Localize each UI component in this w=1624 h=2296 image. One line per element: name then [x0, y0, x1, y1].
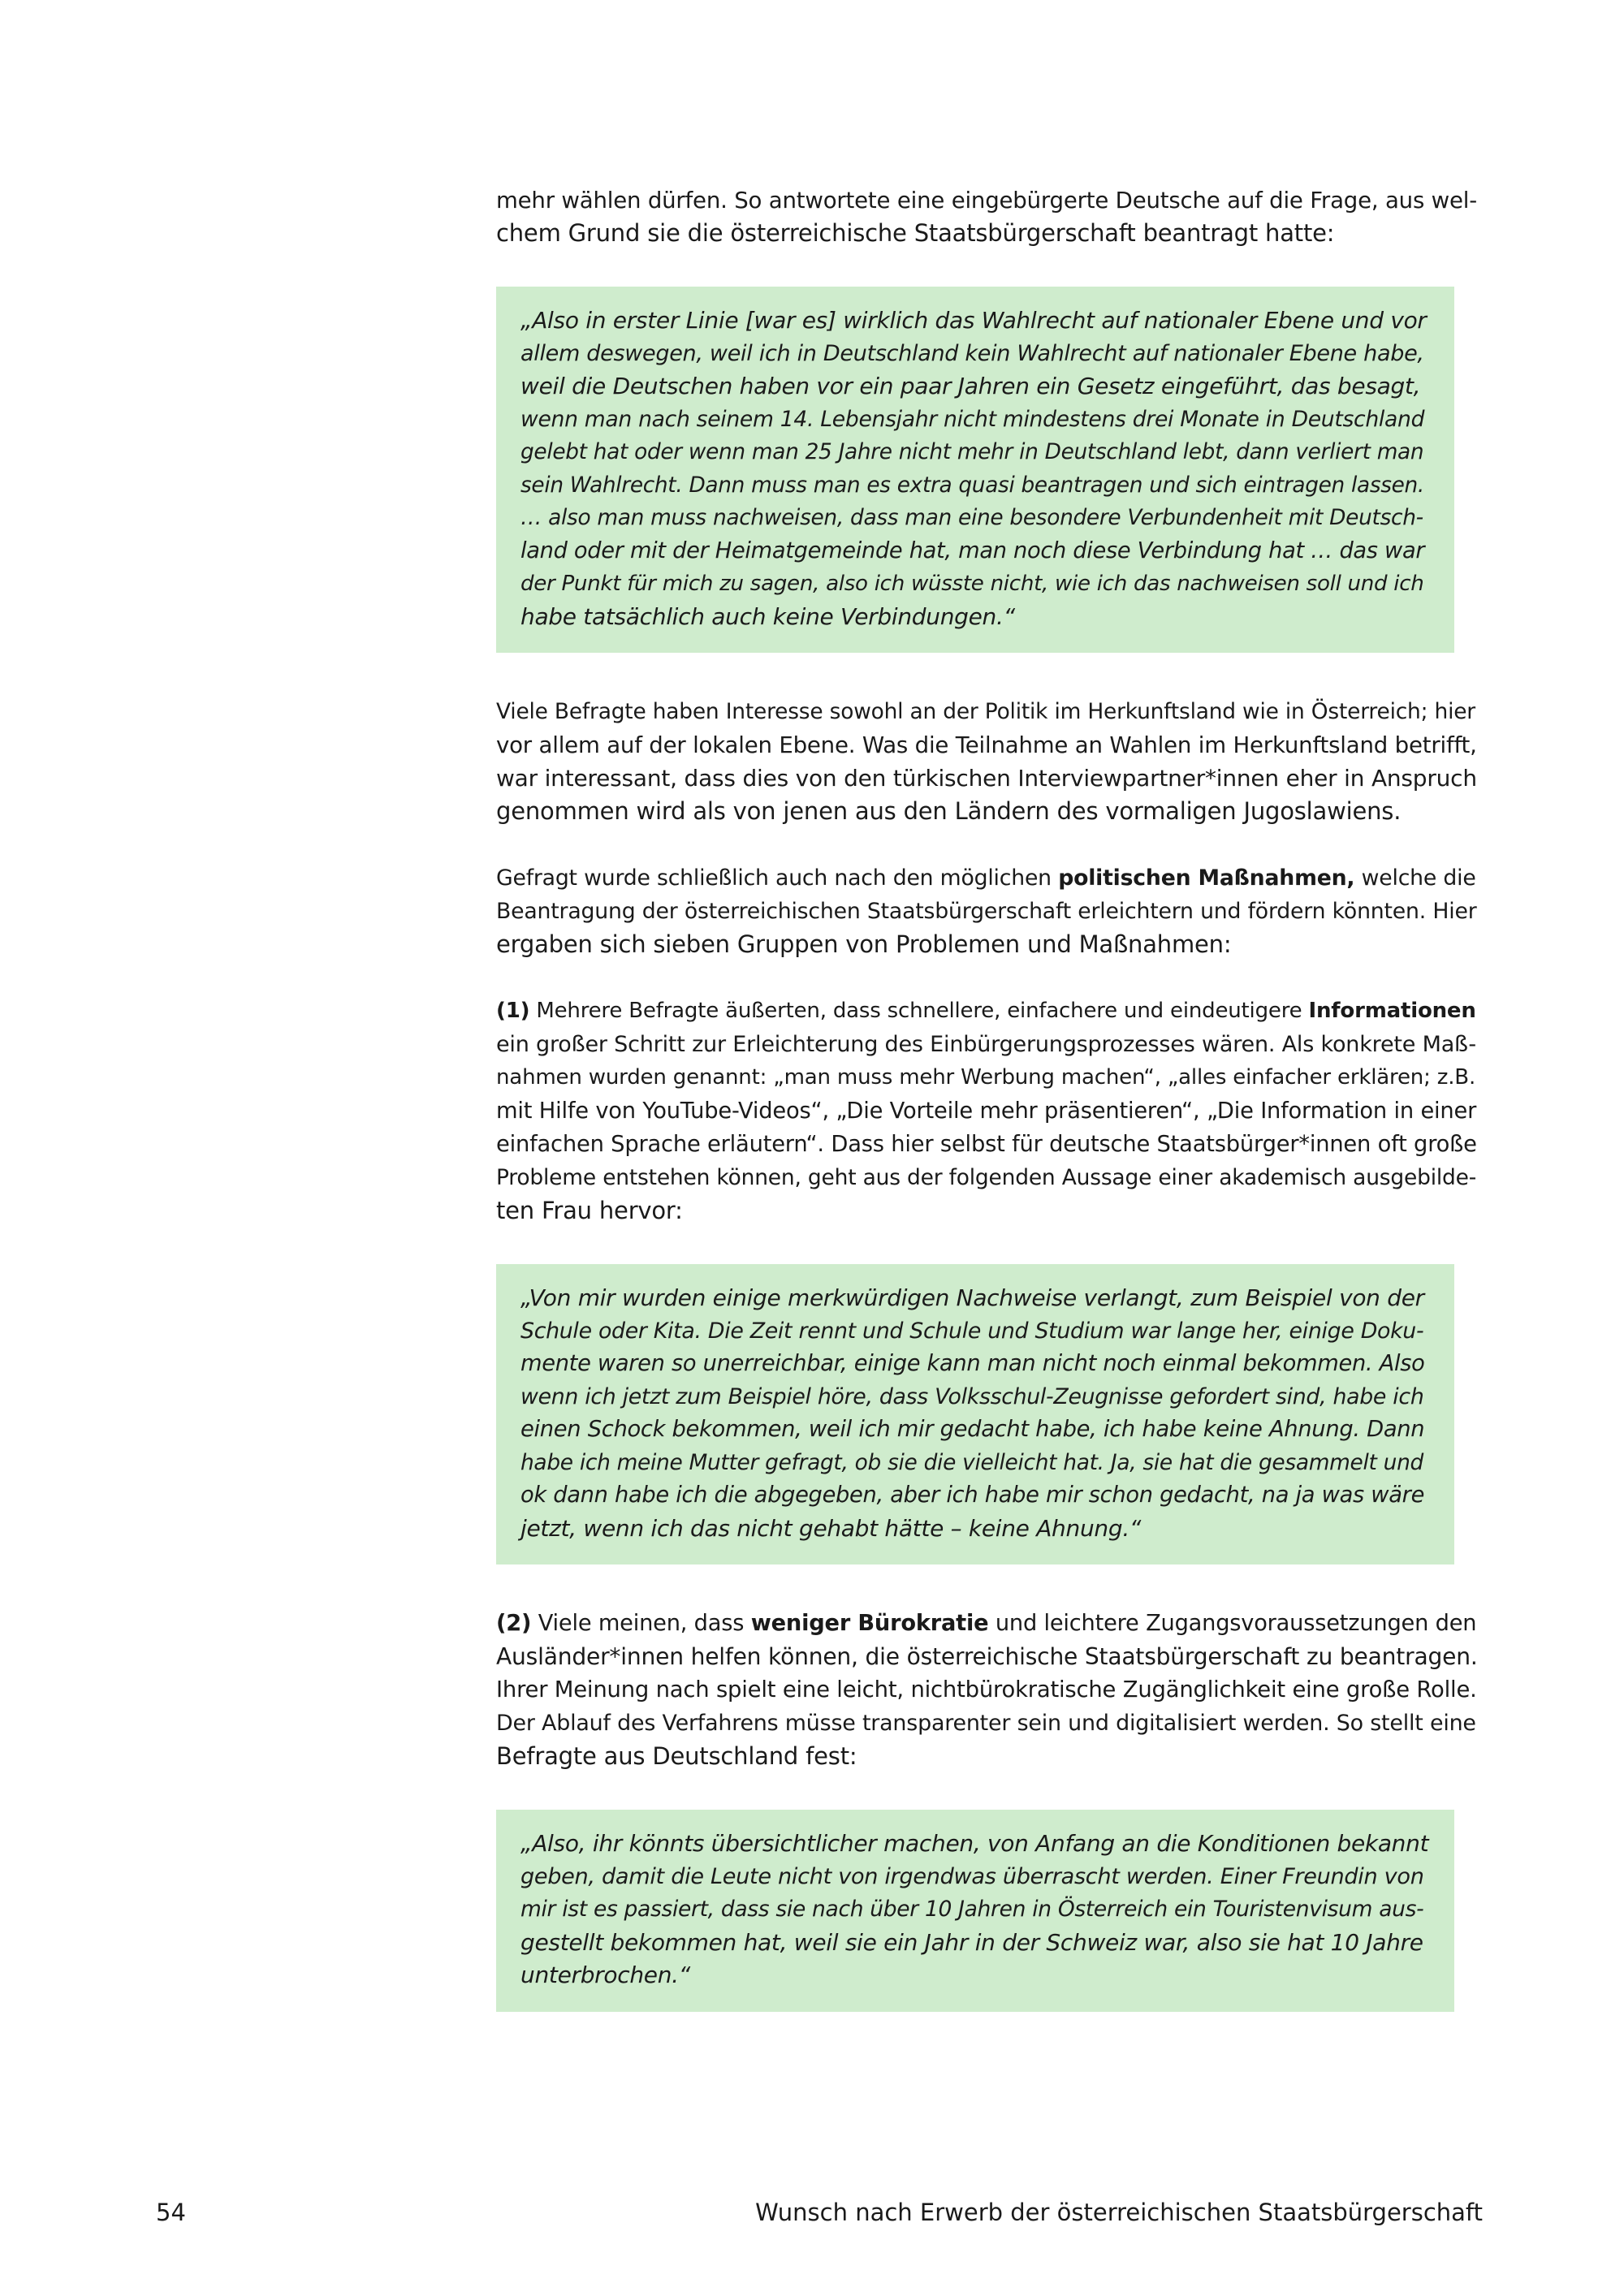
quote-box-3	[496, 1810, 1454, 2012]
text-line: Beantragung der österreichischen Staatsbürgerschaft erleichtern und fördern könnten. Hier	[496, 899, 1477, 924]
footer-title: Wunsch nach Erwerb der österreichischen Staatsbürgerschaft	[755, 2199, 1483, 2226]
paragraph-1	[496, 183, 1483, 250]
list-number: (1)	[496, 999, 530, 1023]
quote-line: wenn ich jetzt zum Beispiel höre, dass Volksschul-Zeugnisse gefordert sind, habe ich	[520, 1383, 1424, 1409]
text-line: mehr wählen dürfen. So antwortete eine eingebürgerte Deutsche auf die Frage, aus wel-	[496, 187, 1478, 214]
text-line: vor allem auf der lokalen Ebene. Was die Teilnahme an Wahlen im Herkunftsland betrifft,	[496, 732, 1477, 758]
text-segment: Gefragt wurde schließlich auch nach den möglichen	[496, 865, 1059, 891]
page-content	[496, 183, 1483, 2012]
text-line: mit Hilfe von YouTube-Videos“, „Die Vorteile mehr präsentieren“, „Die Information in einer	[496, 1098, 1477, 1124]
text-line: einfachen Sprache erläutern“. Dass hier selbst für deutsche Staatsbürger*innen oft große	[496, 1132, 1477, 1157]
page-number: 54	[156, 2199, 186, 2226]
paragraph-4	[496, 995, 1483, 1228]
text-line: ergaben sich sieben Gruppen von Problemen und Maßnahmen:	[496, 930, 1232, 958]
quote-line: „Also, ihr könnts übersichtlicher machen, von Anfang an die Konditionen bekannt	[520, 1830, 1429, 1857]
paragraph-5	[496, 1607, 1483, 1773]
quote-line: Schule oder Kita. Die Zeit rennt und Schule und Studium war lange her, einige Doku-	[520, 1318, 1424, 1344]
quote-line: allem deswegen, weil ich in Deutschland kein Wahlrecht auf nationaler Ebene habe,	[520, 340, 1424, 366]
text-line	[496, 1607, 1483, 1640]
quote-line: … also man muss nachweisen, dass man eine besondere Verbundenheit mit Deutsch-	[520, 506, 1423, 530]
text-line: nahmen wurden genannt: „man muss mehr Werbung machen“, „alles einfacher erklären; z.B.	[496, 1065, 1476, 1090]
text-line: ein großer Schritt zur Erleichterung des Einbürgerungsprozesses wären. Als konkrete Maß-	[496, 1032, 1476, 1057]
text-segment: und leichtere Zugangsvoraussetzungen den	[988, 1611, 1477, 1636]
quote-line: mir ist es passiert, dass sie nach über 10 Jahren in Österreich ein Touristenvisum aus-	[520, 1897, 1424, 1922]
quote-line: sein Wahlrecht. Dann muss man es extra quasi beantragen und sich eintragen lassen.	[520, 473, 1424, 498]
quote-line: „Also in erster Linie [war es] wirklich das Wahlrecht auf nationaler Ebene und vor	[520, 307, 1427, 334]
text-line: Der Ablauf des Verfahrens müsse transparenter sein und digitalisiert werden. So stellt eine	[496, 1711, 1476, 1736]
quote-line: gestellt bekommen hat, weil sie ein Jahr in der Schweiz war, also sie hat 10 Jahre	[520, 1928, 1423, 1956]
text-line: Befragte aus Deutschland fest:	[496, 1742, 857, 1770]
quote-box-1	[496, 287, 1454, 653]
text-line	[496, 861, 1483, 895]
text-segment: Viele meinen, dass	[531, 1611, 751, 1636]
quote-line: der Punkt für mich zu sagen, also ich wüsste nicht, wie ich das nachweisen soll und ich	[520, 572, 1424, 596]
quote-line: jetzt, wenn ich das nicht gehabt hätte – keine Ahnung.“	[520, 1514, 1142, 1542]
quote-line: einen Schock bekommen, weil ich mir gedacht habe, ich habe keine Ahnung. Dann	[520, 1417, 1425, 1442]
bold-term: Informationen	[1308, 999, 1476, 1023]
text-line: Ausländer*innen helfen können, die österreichische Staatsbürgerschaft zu beantragen.	[496, 1643, 1478, 1670]
text-line: ten Frau hervor:	[496, 1197, 683, 1224]
paragraph-3	[496, 861, 1483, 961]
quote-line: weil die Deutschen haben vor ein paar Jahren ein Gesetz eingeführt, das besagt,	[520, 373, 1421, 399]
text-line: Probleme entstehen können, geht aus der folgenden Aussage einer akademisch ausgebilde-	[496, 1165, 1477, 1190]
quote-line: wenn man nach seinem 14. Lebensjahr nicht mindestens drei Monate in Deutschland	[520, 406, 1425, 432]
quote-line: gelebt hat oder wenn man 25 Jahre nicht mehr in Deutschland lebt, dann verliert man	[520, 440, 1424, 464]
bold-term: weniger Bürokratie	[750, 1611, 989, 1636]
text-line: war interessant, dass dies von den türkischen Interviewpartner*innen eher in Anspruch	[496, 765, 1477, 792]
bold-term: politischen Maßnahmen,	[1058, 865, 1355, 891]
quote-line: land oder mit der Heimatgemeinde hat, man noch diese Verbindung hat … das war	[520, 537, 1425, 563]
text-line: Ihrer Meinung nach spielt eine leicht, nichtbürokratische Zugänglichkeit eine große Rolle.	[496, 1677, 1477, 1703]
quote-line: ok dann habe ich die abgegeben, aber ich habe mir schon gedacht, na ja was wäre	[520, 1482, 1425, 1508]
paragraph-2	[496, 695, 1483, 828]
text-line: chem Grund sie die österreichische Staatsbürgerschaft beantragt hatte:	[496, 219, 1335, 247]
quote-line: unterbrochen.“	[520, 1962, 690, 1988]
text-segment: Mehrere Befragte äußerten, dass schnellere, einfachere und eindeutigere	[529, 999, 1309, 1023]
text-segment: welche die	[1354, 865, 1476, 891]
text-line: genommen wird als von jenen aus den Ländern des vormaligen Jugoslawiens.	[496, 797, 1402, 825]
quote-line: „Von mir wurden einige merkwürdigen Nachweise verlangt, zum Beispiel von der	[520, 1284, 1424, 1311]
quote-line: habe ich meine Mutter gefragt, ob sie die vielleicht hat. Ja, sie hat die gesammelt und	[520, 1449, 1424, 1475]
quote-box-2	[496, 1264, 1454, 1564]
list-number: (2)	[496, 1611, 532, 1636]
text-line: Viele Befragte haben Interesse sowohl an der Politik im Herkunftsland wie in Österreich; hier	[496, 699, 1475, 724]
text-line	[496, 995, 1483, 1028]
quote-line: mente waren so unerreichbar, einige kann man nicht noch einmal bekommen. Also	[520, 1351, 1425, 1376]
quote-line: geben, damit die Leute nicht von irgendwas überrascht werden. Einer Freundin von	[520, 1863, 1424, 1889]
quote-line: habe tatsächlich auch keine Verbindungen.“	[520, 602, 1015, 630]
